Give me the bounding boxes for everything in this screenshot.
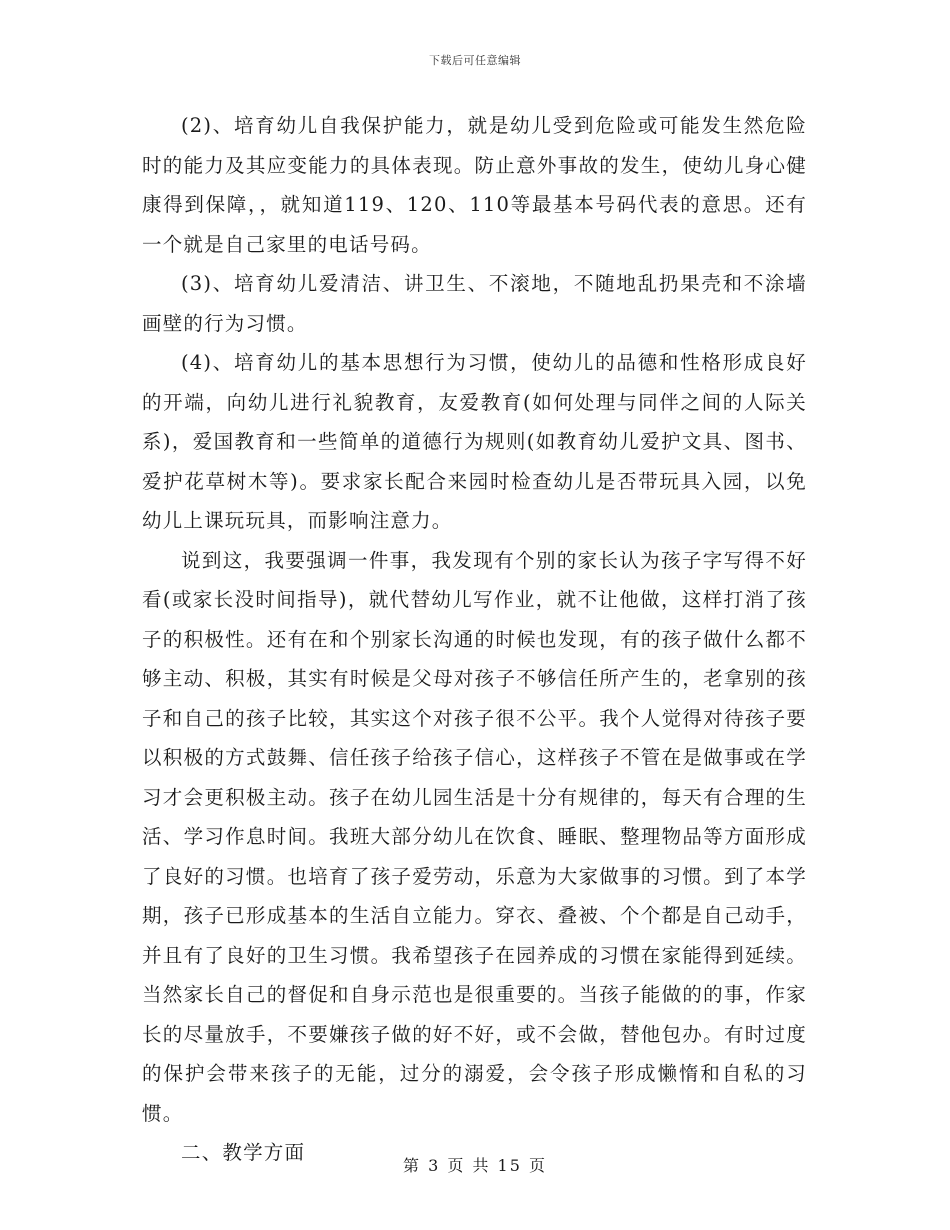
paragraph-self-protection: (2)、培育幼儿自我保护能力，就是幼儿受到危险或可能发生然危险时的能力及其应变能力的具体表现。防止意外事故的发生，使幼儿身心健康得到保障，，就知道119、120、110等最基本号码代表的意思。还有一个就是自己家里的电话号码。 (142, 114, 807, 256)
paragraph-hygiene: (3)、培育幼儿爱清洁、讲卫生、不滚地，不随地乱扔果壳和不涂墙画壁的行为习惯。 (142, 272, 807, 335)
paragraph-moral-habits: (4)、培育幼儿的基本思想行为习惯，使幼儿的品德和性格形成良好的开端，向幼儿进行礼貌教育，友爱教育(如何处理与同伴之间的人际关系)，爱国教育和一些简单的道德行为规则(如教育幼儿爱护文具、图书、爱护花草树木等)。要求家长配合来园时检查幼儿是否带玩具入园，以免幼儿上课玩玩具，而影响注意力。 (142, 351, 807, 532)
paragraph-parent-advice: 说到这，我要强调一件事，我发现有个别的家长认为孩子字写得不好看(或家长没时间指导)，就代替幼儿写作业，就不让他做，这样打消了孩子的积极性。还有在和个别家长沟通的时候也发现，有的孩子做什么都不够主动、积极，其实有时候是父母对孩子不够信任所产生的，老拿别的孩子和自己的孩子比较，其实这个对孩子很不公平。我个人觉得对待孩子要以积极的方式鼓舞、信任孩子给孩子信心，这样孩子不管在是做事或在学习才会更积极主动。孩子在幼儿园生活是十分有规律的，每天有合理的生活、学习作息时间。我班大部分幼儿在饮食、睡眠、整理物品等方面形成了良好的习惯。也培育了孩子爱劳动，乐意为大家做事的习惯。到了本学期，孩子已形成基本的生活自立能力。穿衣、叠被、个个都是自己动手，并且有了良好的卫生习惯。我希望孩子在园养成的习惯在家能得到延续。当然家长自己的督促和自身示范也是很重要的。当孩子能做的的事，作家长的尽量放手，不要嫌孩子做的好不好，或不会做，替他包办。有时过度的保护会带来孩子的无能，过分的溺爱，会令孩子形成懒惰和自私的习惯。 (142, 548, 807, 1125)
page-header: 下载后可任意编辑 (429, 54, 521, 67)
section-heading-teaching: 二、教学方面 (181, 1141, 306, 1164)
document-body (142, 106, 807, 1173)
page-number: 第 3 页 共 15 页 (403, 1156, 547, 1175)
